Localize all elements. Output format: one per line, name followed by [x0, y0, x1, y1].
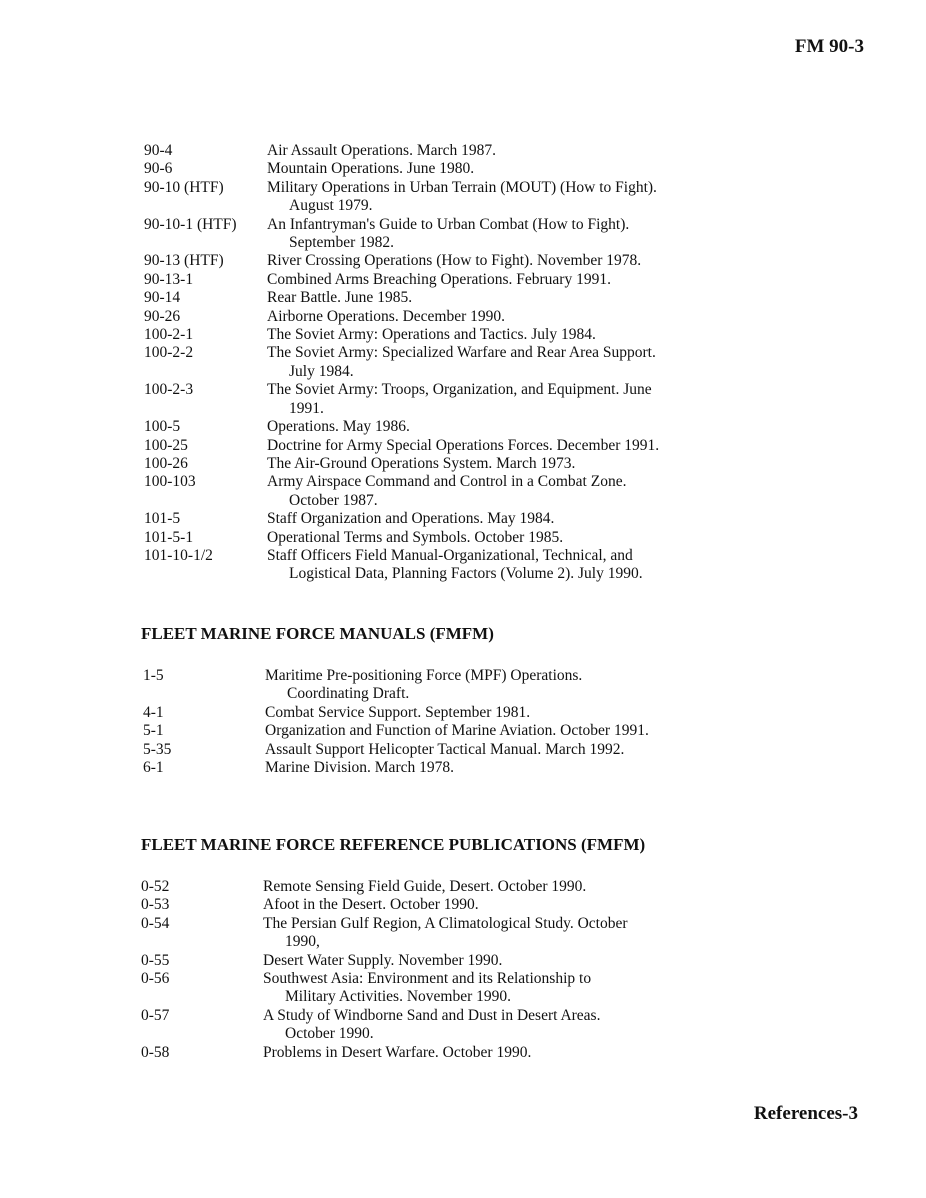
fmfm-section-heading: FLEET MARINE FORCE MANUALS (FMFM)	[141, 624, 494, 643]
reference-number: 90-4	[144, 142, 173, 159]
reference-title: Mountain Operations. June 1980.	[267, 160, 475, 178]
reference-number: 101-5-1	[144, 528, 194, 546]
reference-entry	[0, 915, 926, 952]
reference-number: 101-5	[144, 510, 181, 528]
reference-entry	[0, 529, 926, 547]
reference-title: Airborne Operations. December 1990.	[267, 307, 506, 325]
reference-number: 90-14	[144, 289, 181, 307]
reference-title: The Air-Ground Operations System. March 1973.	[267, 454, 576, 472]
reference-title: Staff Officers Field Manual-Organizational, Technical, and Logistical Data, Planning Factors (Volume 2). July 1990.	[267, 546, 643, 583]
reference-title: Combined Arms Breaching Operations. February 1991.	[267, 270, 611, 288]
reference-entry	[0, 759, 926, 777]
reference-entry	[0, 722, 926, 740]
reference-entry	[0, 896, 926, 914]
reference-title: Marine Division. March 1978.	[265, 759, 454, 777]
reference-title: Afoot in the Desert. October 1990.	[263, 896, 479, 914]
reference-entry	[0, 381, 926, 418]
document-id-header: FM 90-3	[794, 36, 864, 57]
reference-title: Doctrine for Army Special Operations Forces. December 1991.	[267, 436, 660, 454]
fmfrp-section-heading: FLEET MARINE FORCE REFERENCE PUBLICATIONS (FMFM)	[141, 835, 646, 854]
reference-title: The Soviet Army: Operations and Tactics. July 1984.	[267, 326, 596, 344]
reference-entry	[0, 179, 926, 216]
fmfrp-list	[0, 878, 926, 1062]
reference-entry	[0, 455, 926, 473]
reference-title: Rear Battle. June 1985.	[267, 289, 413, 307]
reference-entry	[0, 970, 926, 1007]
reference-title: The Soviet Army: Troops, Organization, and Equipment. June 1991.	[267, 381, 652, 417]
reference-title: Air Assault Operations. March 1987.	[267, 142, 497, 159]
reference-number: 0-53	[141, 896, 170, 914]
reference-entry	[0, 1007, 926, 1044]
reference-number: 100-25	[144, 436, 188, 454]
reference-title: Operations. May 1986.	[267, 418, 410, 436]
reference-title: River Crossing Operations (How to Fight). November 1978.	[267, 252, 642, 270]
reference-entry	[0, 326, 926, 344]
reference-entry	[0, 547, 926, 584]
reference-title: The Persian Gulf Region, A Climatological Study. October 1990,	[263, 914, 628, 951]
reference-entry	[0, 252, 926, 270]
reference-entry	[0, 344, 926, 381]
reference-entry	[0, 704, 926, 722]
reference-title: Organization and Function of Marine Aviation. October 1991.	[265, 722, 649, 740]
reference-title: Remote Sensing Field Guide, Desert. October 1990.	[263, 878, 587, 895]
reference-number: 100-2-1	[144, 326, 194, 344]
reference-entry	[0, 667, 926, 704]
reference-number: 5-35	[143, 740, 172, 758]
reference-number: 0-57	[141, 1006, 170, 1024]
reference-number: 90-13 (HTF)	[144, 252, 224, 270]
reference-entry	[0, 142, 926, 160]
reference-entry	[0, 271, 926, 289]
fmfm-list	[0, 667, 926, 777]
reference-number: 0-58	[141, 1043, 170, 1061]
reference-entry	[0, 473, 926, 510]
reference-number: 6-1	[143, 759, 164, 777]
reference-number: 100-26	[144, 454, 188, 472]
reference-number: 100-103	[144, 473, 196, 491]
reference-entry	[0, 952, 926, 970]
reference-title: Southwest Asia: Environment and its Relationship to Military Activities. November 1990.	[263, 970, 592, 1006]
reference-entry	[0, 1044, 926, 1062]
reference-entry	[0, 878, 926, 896]
reference-entry	[0, 418, 926, 436]
reference-entry	[0, 437, 926, 455]
reference-number: 100-2-2	[144, 344, 194, 362]
reference-number: 101-10-1/2	[144, 546, 213, 564]
army-manuals-list	[0, 142, 926, 584]
reference-title: Army Airspace Command and Control in a Combat Zone. October 1987.	[267, 473, 627, 509]
reference-title: Military Operations in Urban Terrain (MOUT) (How to Fight). August 1979.	[267, 178, 657, 215]
reference-entry	[0, 510, 926, 528]
reference-number: 90-10-1 (HTF)	[144, 215, 237, 233]
reference-title: Assault Support Helicopter Tactical Manual. March 1992.	[265, 740, 625, 758]
reference-title: The Soviet Army: Specialized Warfare and Rear Area Support. July 1984.	[267, 344, 656, 380]
reference-entry	[0, 741, 926, 759]
reference-number: 90-6	[144, 160, 173, 178]
reference-entry	[0, 289, 926, 307]
reference-number: 5-1	[143, 722, 164, 740]
reference-number: 90-13-1	[144, 270, 194, 288]
reference-number: 90-10 (HTF)	[144, 178, 224, 196]
reference-number: 100-2-3	[144, 381, 194, 399]
reference-number: 1-5	[143, 667, 164, 684]
reference-entry	[0, 160, 926, 178]
reference-number: 90-26	[144, 307, 181, 325]
reference-title: An Infantryman's Guide to Urban Combat (How to Fight). September 1982.	[267, 215, 630, 252]
reference-number: 0-52	[141, 878, 170, 895]
reference-title: A Study of Windborne Sand and Dust in Desert Areas. October 1990.	[263, 1006, 601, 1043]
page-number-footer: References-3	[753, 1103, 858, 1124]
reference-title: Maritime Pre-positioning Force (MPF) Operations. Coordinating Draft.	[265, 667, 583, 703]
reference-number: 0-55	[141, 951, 170, 969]
reference-title: Staff Organization and Operations. May 1984.	[267, 510, 555, 528]
reference-number: 100-5	[144, 418, 181, 436]
reference-entry	[0, 216, 926, 253]
reference-title: Desert Water Supply. November 1990.	[263, 951, 503, 969]
reference-title: Combat Service Support. September 1981.	[265, 703, 531, 721]
reference-number: 0-54	[141, 914, 170, 932]
reference-title: Problems in Desert Warfare. October 1990.	[263, 1043, 532, 1061]
reference-number: 4-1	[143, 703, 164, 721]
reference-title: Operational Terms and Symbols. October 1985.	[267, 528, 564, 546]
reference-number: 0-56	[141, 970, 170, 988]
reference-entry	[0, 308, 926, 326]
